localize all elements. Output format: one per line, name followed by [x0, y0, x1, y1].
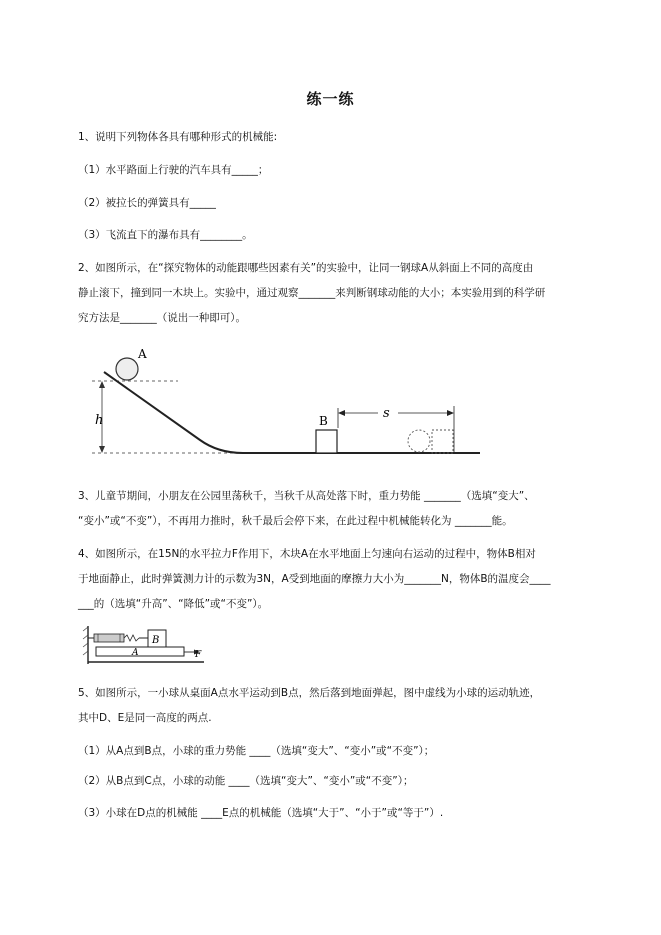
q2-line1: 2、如图所示，在“探究物体的动能跟哪些因素有关”的实验中，让同一钢球A从斜面上不同的高度由: [78, 262, 534, 274]
q5-sub2: （2）从B点到C点，小球的动能 ____（选填“变大”、“变小”或“不变”）；: [78, 775, 414, 787]
q5-line1: 5、如图所示，一小球从桌面A点水平运动到B点，然后落到地面弹起，图中虚线为小球的运动轨迹，: [78, 687, 541, 699]
q4-board-a: [96, 647, 184, 656]
q4-label-a: A: [132, 648, 139, 658]
q2-label-b: B: [319, 414, 328, 428]
q3-line2: “变小”或“不变”），不再用力推时，秋千最后会停下来，在此过程中机械能转化为 _______能。: [78, 515, 513, 527]
q3-line1: 3、儿童节期间，小朋友在公园里荡秋千，当秋千从高处落下时，重力势能 _______（选填“变大”、: [78, 490, 535, 502]
q2-ball-a: [116, 358, 138, 380]
q2-label-a: A: [138, 347, 147, 361]
q2-label-h: h: [95, 413, 104, 428]
q2-line2: 静止滚下，撞到同一木块上。实验中，通过观察_______来判断钢球动能的大小；本实验用到的科学研: [78, 287, 546, 299]
q4-label-b: B: [152, 635, 160, 646]
q5-sub3: （3）小球在D点的机械能 ____E点的机械能（选填“大于”、“小于”或“等于”）.: [78, 807, 444, 819]
q4-spring-figure: [80, 622, 210, 670]
page-title: 练一练: [306, 90, 355, 108]
q2-block-b: [316, 430, 337, 453]
q2-line3: 究方法是_______（说出一种即可）。: [78, 312, 246, 324]
q1-stem: 1、说明下列物体各具有哪种形式的机械能:: [78, 131, 278, 143]
q4-line1: 4、如图所示，在15N的水平拉力F作用下，木块A在水平地面上匀速向右运动的过程中，物体B相对: [78, 548, 536, 560]
q5-line2: 其中D、E是同一高度的两点.: [78, 712, 212, 724]
q2-incline-figure: [88, 338, 488, 463]
q2-label-s: s: [383, 406, 390, 421]
q4-label-f: F: [195, 650, 202, 660]
q4-line3: ___的（选填“升高”、“降低”或“不变”）。: [78, 598, 269, 610]
q1-sub3: （3）飞流直下的瀑布具有________。: [78, 229, 253, 241]
q1-sub2: （2）被拉长的弹簧具有_____: [78, 197, 216, 209]
q4-spring-scale: [94, 634, 124, 642]
q4-line2: 于地面静止，此时弹簧测力计的示数为3N，A受到地面的摩擦力大小为_______N，物体B的温度会____: [78, 573, 551, 585]
q5-sub1: （1）从A点到B点，小球的重力势能 ____（选填“变大”、“变小”或“不变”）；: [78, 745, 435, 757]
q1-sub1: （1）水平路面上行驶的汽车具有_____；: [78, 164, 269, 176]
